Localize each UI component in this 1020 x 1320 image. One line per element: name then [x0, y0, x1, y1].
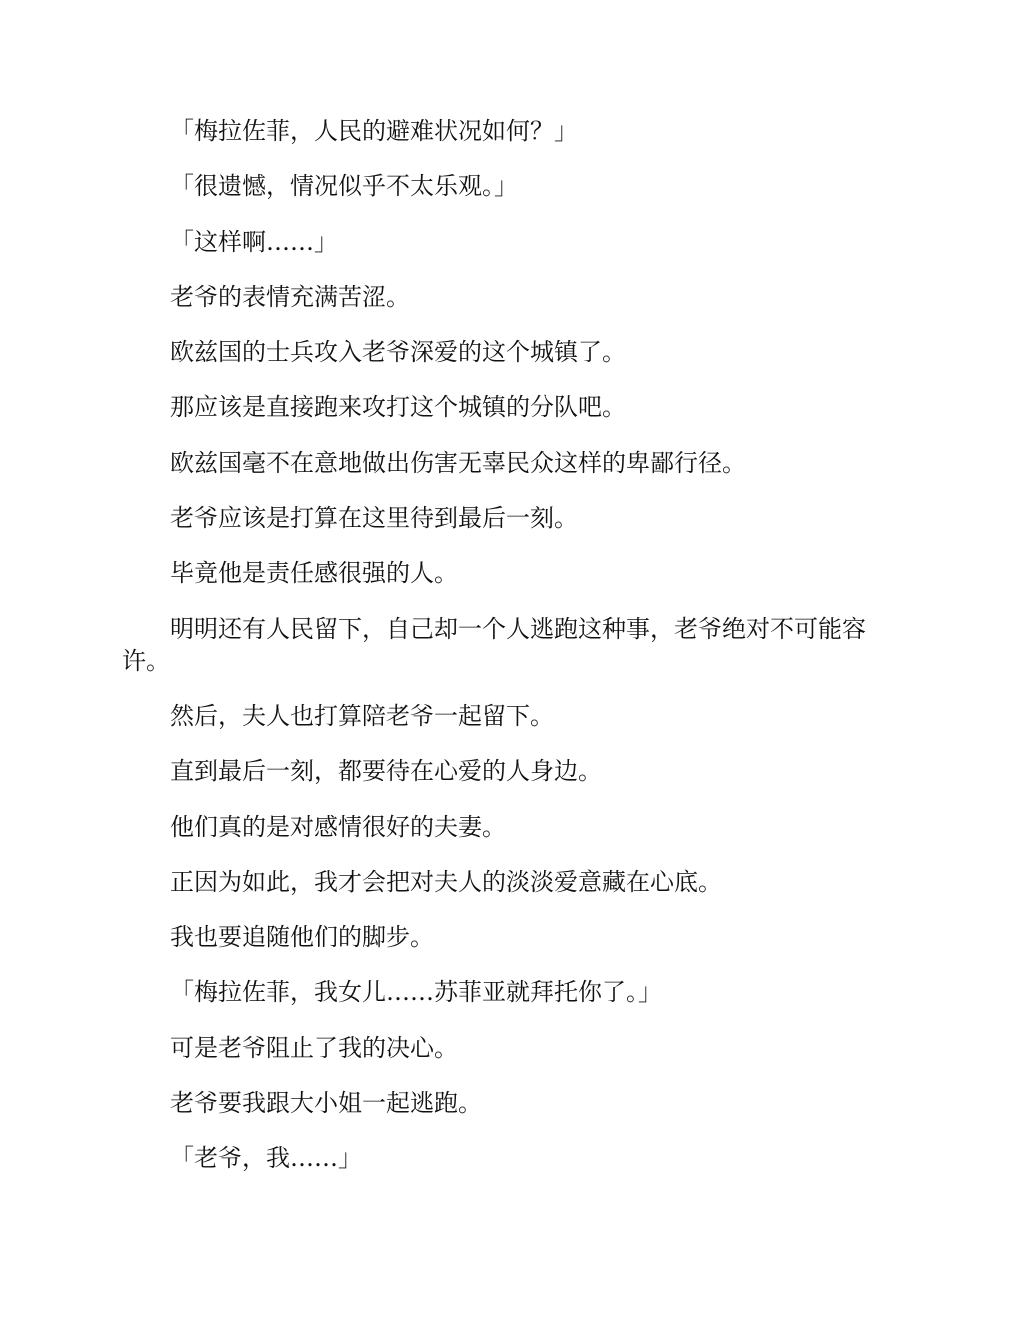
- paragraph-9: 毕竟他是责任感很强的人。: [170, 559, 458, 588]
- paragraph-5: 欧兹国的士兵攻入老爷深爱的这个城镇了。: [170, 338, 626, 367]
- paragraph-14: 正因为如此，我才会把对夫人的淡淡爱意藏在心底。: [170, 867, 722, 896]
- paragraph-4: 老爷的表情充满苦涩。: [170, 282, 410, 311]
- paragraph-11: 然后，夫人也打算陪老爷一起留下。: [170, 701, 554, 730]
- paragraph-6: 那应该是直接跑来攻打这个城镇的分队吧。: [170, 393, 626, 422]
- paragraph-17: 可是老爷阻止了我的决心。: [170, 1033, 458, 1062]
- paragraph-1: 「梅拉佐菲，人民的避难状况如何？」: [170, 117, 578, 145]
- paragraph-15: 我也要追随他们的脚步。: [170, 923, 434, 952]
- body-text: [122, 115, 902, 1198]
- paragraph-12: 直到最后一刻，都要待在心爱的人身边。: [170, 757, 602, 786]
- paragraph-16: 「梅拉佐菲，我女儿……苏菲亚就拜托你了。」: [170, 978, 662, 1007]
- paragraph-8: 老爷应该是打算在这里待到最后一刻。: [170, 504, 578, 533]
- paragraph-7: 欧兹国毫不在意地做出伤害无辜民众这样的卑鄙行径。: [170, 448, 746, 477]
- paragraph-13: 他们真的是对感情很好的夫妻。: [170, 812, 506, 841]
- paragraph-2: 「很遗憾，情况似乎不太乐观。」: [170, 172, 518, 201]
- paragraph-18: 老爷要我跟大小姐一起逃跑。: [170, 1089, 482, 1118]
- paragraph-19: 「老爷，我……」: [170, 1144, 362, 1173]
- paragraph-10: 明明还有人民留下，自己却一个人逃跑这种事，老爷绝对不可能容许。: [122, 614, 866, 675]
- paragraph-3: 「这样啊……」: [170, 227, 338, 256]
